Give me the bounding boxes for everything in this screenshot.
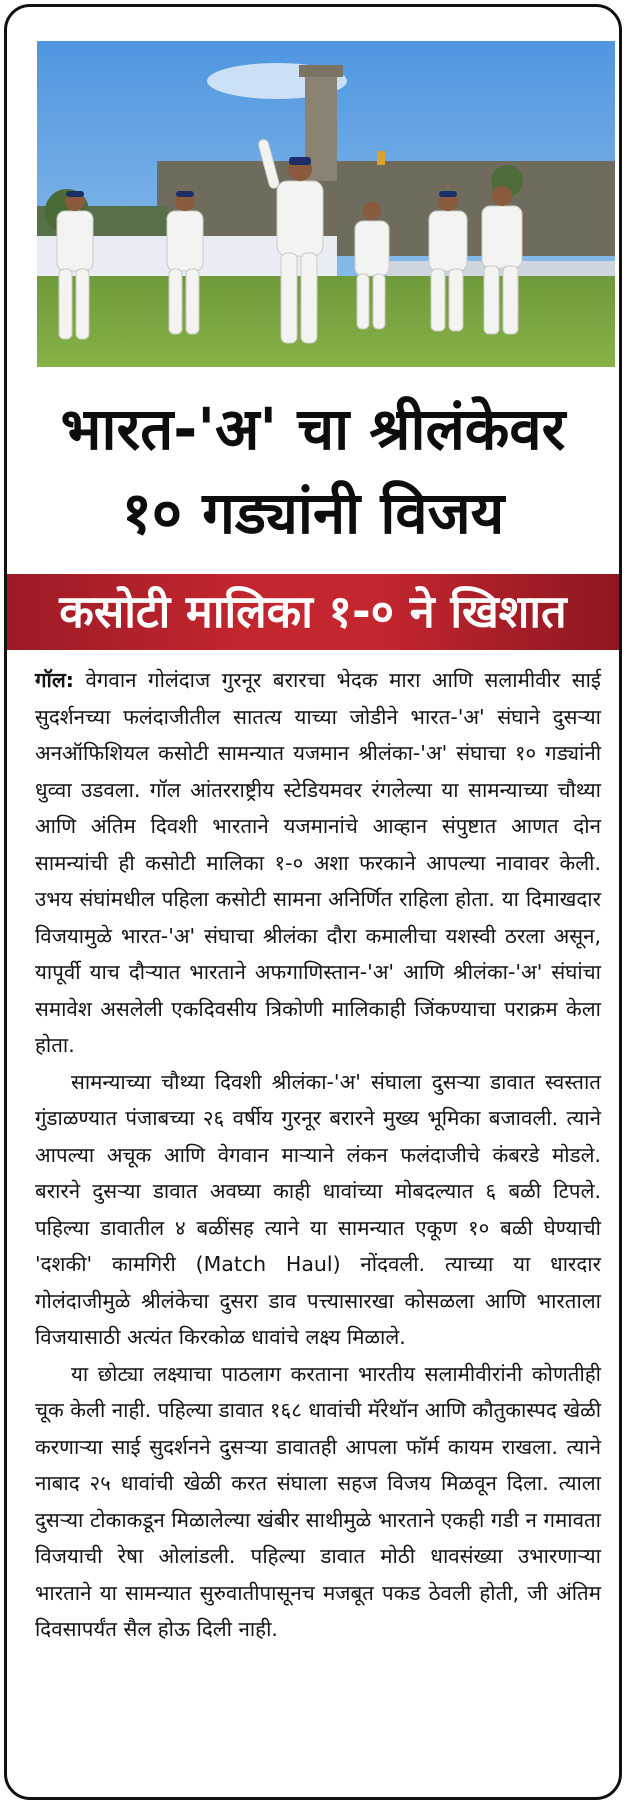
subheadline: कसोटी मालिका १-० ने खिशात — [59, 585, 567, 638]
subheadline-banner — [7, 574, 619, 650]
headline-line-1: भारत-'अ' चा श्रीलंकेवर — [60, 395, 566, 463]
article-paragraph-3: या छोट्या लक्ष्याचा पाठलाग करताना भारतीय सलामीवीरांनी कोणतीही चूक केली नाही. पहिल्या डावात १६८ धावांची मॅरेथॉन आणि कौतुकास्पद खेळी करणाऱ्या साई सुदर्शनने दुसऱ्या डावातही आपला फॉर्म कायम राखला. त्याने नाबाद २५ धावांची खेळी करत संघाला सहज विजय मिळवून दिला. त्याला दुसऱ्या टोकाकडून मिळालेल्या खंबीर साथीमुळे भारताने एकही गडी न गमावता विजयाची रेषा ओलांडली. पहिल्या डावात मोठी धावसंख्या उभारणाऱ्या भारताने या सामन्यात सुरुवातीपासूनच मजबूत पकड ठेवली होती, जी अंतिम दिवसापर्यंत सैल होऊ दिली नाही. — [35, 1361, 601, 1641]
paragraph-1-text: वेगवान गोलंदाज गुरनूर बरारचा भेदक मारा आणि सलामीवीर साई सुदर्शनच्या फलंदाजीतील सातत्य याच्या जोडीने भारत-'अ' संघाने दुसऱ्या अनऑफिशियल कसोटी सामन्यात यजमान श्रीलंका-'अ' संघाचा १० गड्यांनी धुव्वा उडवला. गॉल आंतरराष्ट्रीय स्टेडियमवर रंगलेल्या या सामन्याच्या चौथ्या आणि अंतिम दिवशी भारताने यजमानांचे आव्हान संपुष्टात आणत दोन सामन्यांची ही कसोटी मालिका १-० अशा फरकाने आपल्या नावावर केली. उभय संघांमधील पहिला कसोटी सामना अनिर्णित राहिला होता. या दिमाखदार विजयामुळे भारत-'अ' संघाचा श्रीलंका दौरा कमालीचा यशस्वी ठरला असून, यापूर्वी याच दौऱ्यात भारताने अफगाणिस्तान-'अ' आणि श्रीलंका-'अ' संघांचा समावेश असलेली एकदिवसीय त्रिकोणी मालिकाही जिंकण्याचा पराक्रम केला होता. — [35, 668, 601, 1057]
headline — [7, 387, 619, 555]
news-card — [4, 4, 622, 1800]
article-paragraph-1 — [35, 662, 601, 1064]
article-body — [35, 662, 601, 1648]
dateline: गॉल: — [35, 668, 74, 692]
cricket-team-photo — [37, 41, 615, 367]
article-paragraph-2: सामन्याच्या चौथ्या दिवशी श्रीलंका-'अ' संघाला दुसऱ्या डावात स्वस्तात गुंडाळण्यात पंजाबच्या २६ वर्षीय गुरनूर बरारने मुख्य भूमिका बजावली. त्याने आपल्या अचूक आणि वेगवान माऱ्याने लंकन फलंदाजीचे कंबरडे मोडले. बरारने दुसऱ्या डावात अवघ्या काही धावांच्या मोबदल्यात ६ बळी टिपले. पहिल्या डावातील ४ बळींसह त्याने या सामन्यात एकूण १० बळी घेण्याची 'दशकी' कामगिरी (Match Haul) नोंदवली. त्याच्या या धारदार गोलंदाजीमुळे श्रीलंकेचा दुसरा डाव पत्त्यासारखा कोसळला आणि भारताला विजयासाठी अत्यंत किरकोळ धावांचे लक्ष्य मिळाले. — [35, 1069, 601, 1349]
headline-line-2: १० गड्यांनी विजय — [121, 479, 505, 547]
